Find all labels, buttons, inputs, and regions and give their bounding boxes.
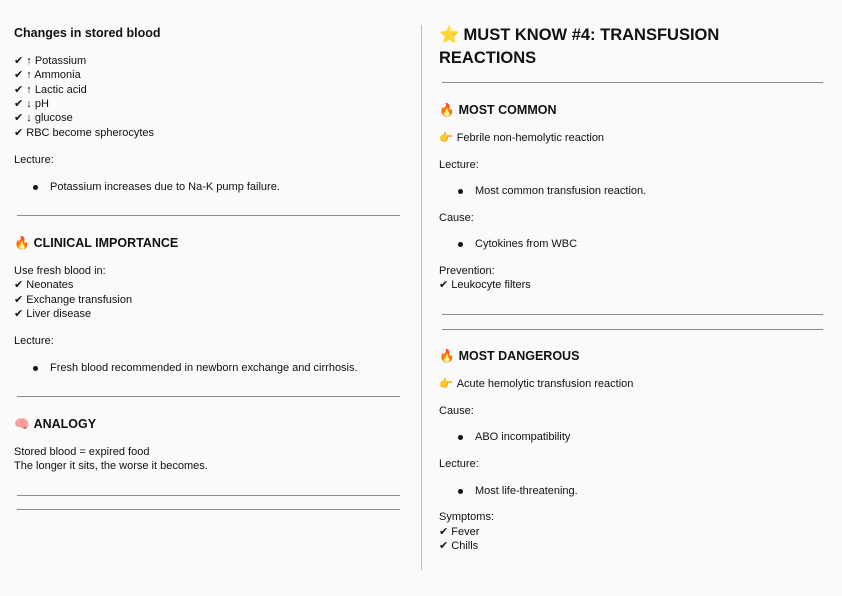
lecture-label: Lecture: [14, 335, 54, 347]
section-heading-common [439, 102, 557, 118]
lecture-label: Lecture: [14, 154, 54, 166]
column-divider [421, 25, 422, 570]
intro-text: Use fresh blood in: [14, 265, 106, 277]
divider [442, 82, 823, 83]
symptoms-label: Symptoms: [439, 511, 495, 523]
bullet-point: ABO incompatibility [475, 431, 571, 443]
list-item: ✔ ↑ Potassium [14, 55, 87, 67]
list-item: ✔ ↓ pH [14, 98, 49, 110]
cause-label: Cause: [439, 212, 474, 224]
section-heading-analogy [14, 416, 96, 432]
title-line: MUST KNOW #4: TRANSFUSION [463, 26, 720, 44]
list-item: ✔ ↑ Ammonia [14, 69, 81, 81]
heading-text: ANALOGY [33, 417, 97, 431]
analogy-line: Stored blood = expired food [14, 446, 150, 458]
section-heading: Changes in stored blood [14, 26, 161, 40]
bullet-point: Cytokines from WBC [475, 238, 578, 250]
cause-label: Cause: [439, 405, 474, 417]
list-item: ✔ Exchange transfusion [14, 294, 133, 306]
list-item: ✔ Neonates [14, 279, 74, 291]
lecture-label: Lecture: [439, 159, 479, 171]
bullet-point: Most life-threatening. [475, 485, 578, 497]
divider [17, 509, 400, 510]
list-item: ✔ Chills [439, 540, 479, 552]
section-heading-dangerous [439, 348, 579, 364]
list-item: ✔ RBC become spherocytes [14, 127, 155, 139]
pointing-hand-icon: 👉 [439, 132, 453, 144]
divider [17, 215, 400, 216]
divider [442, 314, 823, 315]
fire-icon: 🔥 [14, 236, 30, 250]
reaction-name [439, 377, 633, 391]
bullet-point: Potassium increases due to Na-K pump failure. [50, 181, 280, 193]
prevention-label: Prevention: [439, 265, 495, 277]
list-item: ✔ Liver disease [14, 308, 92, 320]
heading-text: MOST DANGEROUS [458, 349, 580, 363]
reaction-name [439, 131, 604, 145]
divider [17, 396, 400, 397]
list-item: ✔ Leukocyte filters [439, 279, 531, 291]
heading-text: MOST COMMON [458, 103, 557, 117]
reaction-text: Febrile non-hemolytic reaction [456, 132, 605, 144]
title-line: REACTIONS [439, 49, 537, 67]
bullet-point: Fresh blood recommended in newborn exchange and cirrhosis. [50, 362, 358, 374]
section-heading-clinical [14, 235, 178, 251]
analogy-line: The longer it sits, the worse it becomes. [14, 460, 208, 472]
fire-icon: 🔥 [439, 349, 455, 363]
lecture-label: Lecture: [439, 458, 479, 470]
star-icon: ⭐ [439, 26, 460, 44]
heading-text: CLINICAL IMPORTANCE [33, 236, 179, 250]
reaction-text: Acute hemolytic transfusion reaction [456, 378, 634, 390]
fire-icon: 🔥 [439, 103, 455, 117]
divider [442, 329, 823, 330]
divider [17, 495, 400, 496]
list-item: ✔ ↑ Lactic acid [14, 84, 87, 96]
brain-icon: 🧠 [14, 417, 30, 431]
bullet-point: Most common transfusion reaction. [475, 185, 647, 197]
list-item: ✔ Fever [439, 526, 480, 538]
page-title [439, 25, 719, 45]
list-item: ✔ ↓ glucose [14, 112, 73, 124]
pointing-hand-icon: 👉 [439, 378, 453, 390]
